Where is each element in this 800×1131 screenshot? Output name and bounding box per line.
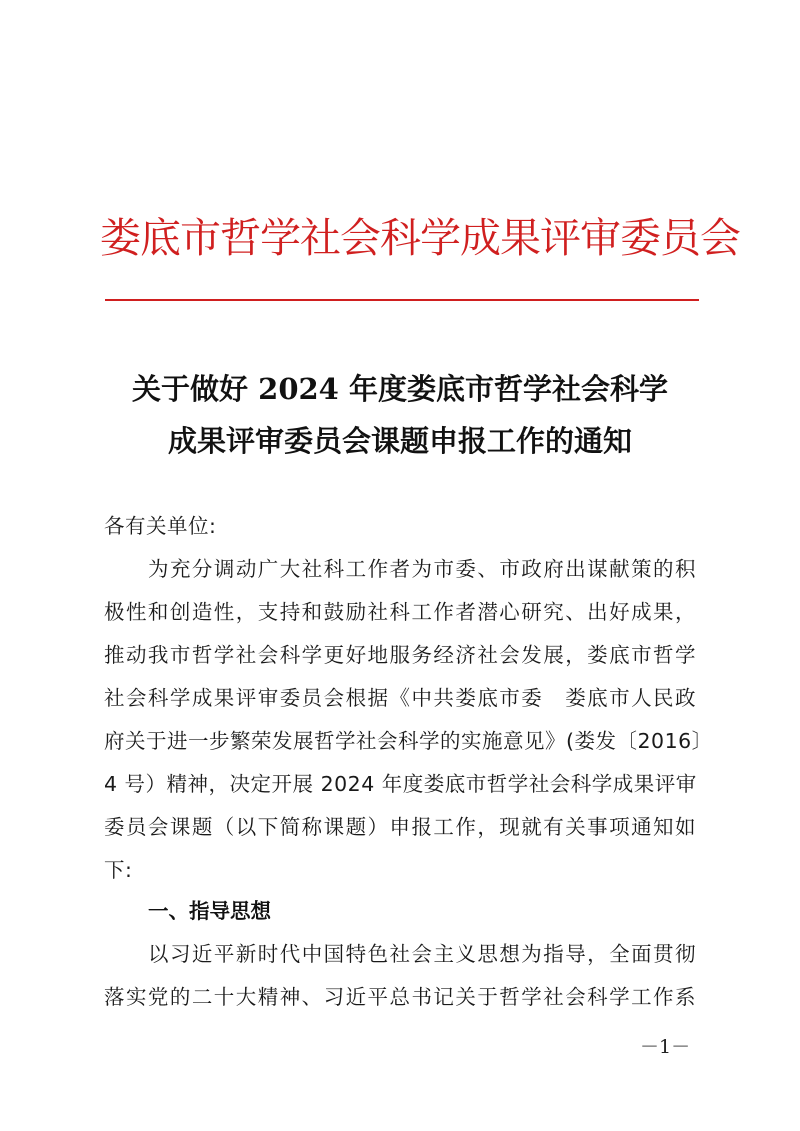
intro-line: 委员会课题（以下简称课题）申报工作，现就有关事项通知如 bbox=[104, 815, 696, 839]
section-line: 落实党的二十大精神、习近平总书记关于哲学社会科学工作系 bbox=[104, 985, 696, 1009]
intro-line: 极性和创造性，支持和鼓励社科工作者潜心研究、出好成果， bbox=[104, 600, 696, 624]
section-line: 以习近平新时代中国特色社会主义思想为指导，全面贯彻 bbox=[148, 942, 696, 966]
intro-line: 为充分调动广大社科工作者为市委、市政府出谋献策的积 bbox=[148, 557, 696, 581]
section-heading-guiding-ideology: 一、指导思想 bbox=[148, 899, 271, 923]
document-title-line-1: 关于做好 2024 年度娄底市哲学社会科学 bbox=[132, 372, 668, 406]
red-header-rule bbox=[105, 299, 699, 301]
intro-line: 推动我市哲学社会科学更好地服务经济社会发展，娄底市哲学 bbox=[104, 643, 696, 667]
intro-line: 社会科学成果评审委员会根据《中共娄底市委 娄底市人民政 bbox=[104, 686, 696, 710]
intro-line: 下: bbox=[104, 858, 133, 882]
page-number: －1－ bbox=[640, 1036, 691, 1058]
intro-line: 府关于进一步繁荣发展哲学社会科学的实施意见》(娄发〔2016〕 bbox=[104, 729, 713, 753]
intro-line: 4 号）精神，决定开展 2024 年度娄底市哲学社会科学成果评审 bbox=[104, 772, 697, 796]
salutation: 各有关单位: bbox=[104, 514, 217, 538]
issuing-organization-header: 娄底市哲学社会科学成果评审委员会 bbox=[100, 214, 740, 262]
document-title-line-2: 成果评审委员会课题申报工作的通知 bbox=[167, 424, 632, 458]
